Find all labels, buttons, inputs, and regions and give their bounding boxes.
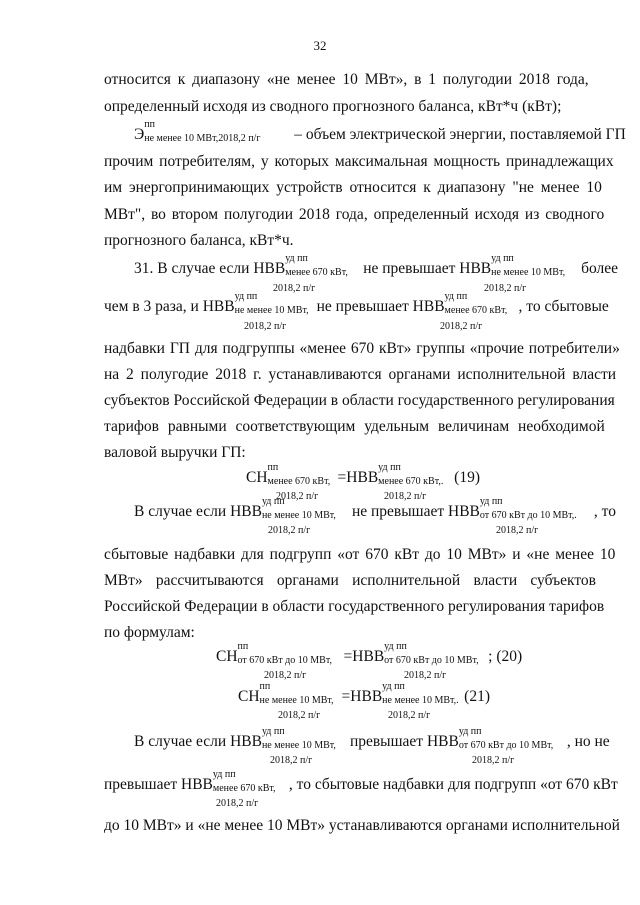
nvv-symbol: НВВ уд пп менее 670 кВт, xyxy=(412,291,508,316)
text-line: определенный исходя из сводного прогнозного баланса, кВт*ч (кВт); xyxy=(104,98,562,115)
text-line: надбавки ГП для подгруппы «менее 670 кВт» группы «прочие потребители» xyxy=(104,340,620,357)
paragraph-31-line2: чем в 3 раза, и НВВ уд пп не менее 10 МВт, не превышает НВВ уд пп менее 670 кВт, , то сбытовые xyxy=(104,291,609,316)
nvv-symbol: НВВ уд пп менее 670 кВт, xyxy=(253,253,348,278)
nvv-symbol: НВВ уд пп не менее 10 МВт, xyxy=(202,291,309,316)
nvv-symbol: НВВ уд пп не менее 10 МВт, xyxy=(459,253,566,278)
subscript-period: 2018,2 п/г xyxy=(264,670,307,681)
subscript-period: 2018,2 п/г xyxy=(496,525,539,536)
nvv-symbol: НВВ уд пп не менее 10 МВт, xyxy=(230,496,336,521)
text-line: валовой выручки ГП: xyxy=(104,444,246,461)
subscript-period: 2018,2 п/г xyxy=(388,710,431,721)
subscript-period: 2018,2 п/г xyxy=(384,491,427,502)
subscript-period: 2018,2 п/г xyxy=(273,283,316,294)
text-line: им энергопринимающих устройств относится к диапазону "не менее 10 xyxy=(104,179,602,196)
text-line: тарифов равными соответствующим удельным величинам необходимой xyxy=(104,418,605,435)
nvv-symbol: НВВ уд пп не менее 10 МВт, xyxy=(230,726,336,751)
sn-symbol: СН пп от 670 кВт до 10 МВт, xyxy=(216,641,332,666)
energy-definition-line: Э пп не менее 10 МВт,2018,2 п/г – объем электрической энергии, поставляемой ГП xyxy=(134,119,626,144)
case-2-line1: В случае если НВВ уд пп не менее 10 МВт, не превышает НВВ уд пп от 670 кВт до 10 МВт,. , то xyxy=(134,496,616,521)
text-line: МВт", во втором полугодии 2018 года, определенный исходя из сводного xyxy=(104,206,605,223)
energy-symbol: Э пп не менее 10 МВт,2018,2 п/г xyxy=(134,119,261,144)
nvv-symbol: НВВ уд пп не менее 10 МВт,. xyxy=(350,681,459,706)
formula-number: (21) xyxy=(464,688,490,705)
formula-number: ; (20) xyxy=(488,648,523,665)
subscript-period: 2018,2 п/г xyxy=(276,491,319,502)
formula-20: СН пп от 670 кВт до 10 МВт, =НВВ уд пп от 670 кВт до 10 МВт, ; (20) xyxy=(216,641,523,666)
nvv-symbol: НВВ уд пп от 670 кВт до 10 МВт,. xyxy=(448,496,577,521)
subscript-period: 2018,2 п/г xyxy=(484,283,527,294)
subscript-period: 2018,2 п/г xyxy=(440,321,483,332)
text-line: прогнозного баланса, кВт*ч. xyxy=(104,232,294,249)
page-number: 32 xyxy=(313,38,327,53)
sn-symbol: СН пп менее 670 кВт, xyxy=(246,462,331,487)
text-line-content: относится к диапазону «не менее 10 МВт», в 1 полугодии 2018 года, xyxy=(104,71,589,88)
paragraph-31-line1: 31. В случае если НВВ уд пп менее 670 кВт, не превышает НВВ уд пп не менее 10 МВт, более xyxy=(134,253,619,278)
text-line: субъектов Российской Федерации в области государственного регулирования xyxy=(104,392,615,409)
text-line: прочим потребителям, у которых максимальная мощность принадлежащих xyxy=(104,153,614,170)
subscript-period: 2018,2 п/г xyxy=(270,755,313,766)
case-3-line1: В случае если НВВ уд пп не менее 10 МВт, превышает НВВ уд пп от 670 кВт до 10 МВт, , но не xyxy=(134,726,610,751)
subscript-period: 2018,2 п/г xyxy=(268,525,311,536)
formula-21: СН пп не менее 10 МВт, =НВВ уд пп не менее 10 МВт,. (21) xyxy=(238,681,490,706)
formula-19: СН пп менее 670 кВт, =НВВ уд пп менее 670 кВт,. (19) xyxy=(246,462,480,487)
text-line: до 10 МВт» и «не менее 10 МВт» устанавливаются органами исполнительной xyxy=(104,817,620,834)
subscript-period: 2018,2 п/г xyxy=(216,798,259,809)
subscript-period: 2018,2 п/г xyxy=(472,755,515,766)
nvv-symbol: НВВ уд пп от 670 кВт до 10 МВт, xyxy=(352,641,479,666)
subscript-period: 2018,2 п/г xyxy=(404,670,447,681)
text-line: Российской Федерации в области государственного регулирования тарифов xyxy=(104,598,605,615)
subscript-period: 2018,2 п/г xyxy=(278,710,321,721)
nvv-symbol: НВВ уд пп менее 670 кВт,. xyxy=(346,462,444,487)
formula-number: (19) xyxy=(454,469,480,486)
text-line xyxy=(104,71,596,89)
case-3-line2: превышает НВВ уд пп менее 670 кВт, , то сбытовые надбавки для подгрупп «от 670 кВт xyxy=(104,769,618,794)
text-line: сбытовые надбавки для подгрупп «от 670 кВт до 10 МВт» и «не менее 10 xyxy=(104,546,616,563)
sn-symbol: СН пп не менее 10 МВт, xyxy=(238,681,334,706)
text-line-justified: МВт» рассчитываются органами исполнительной власти субъектов xyxy=(104,572,596,589)
nvv-symbol: НВВ уд пп от 670 кВт до 10 МВт, xyxy=(426,726,554,751)
nvv-symbol: НВВ уд пп менее 670 кВт, xyxy=(181,769,276,794)
text-line: на 2 полугодие 2018 г. устанавливаются органами исполнительной власти xyxy=(104,366,617,383)
subscript-period: 2018,2 п/г xyxy=(244,321,287,332)
text-line: по формулам: xyxy=(104,624,195,641)
